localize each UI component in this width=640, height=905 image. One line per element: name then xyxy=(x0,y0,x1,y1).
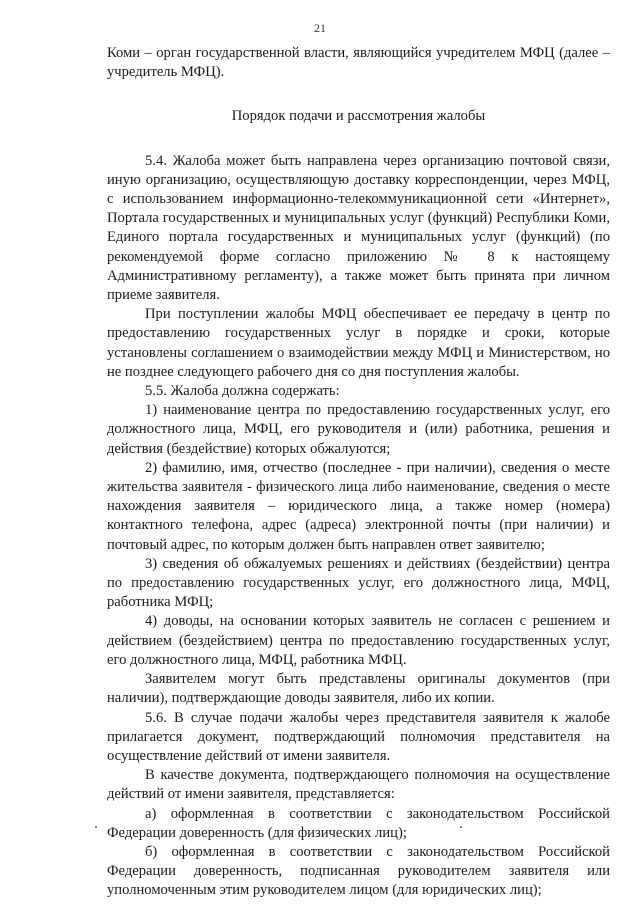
paragraph-5-4: 5.4. Жалоба может быть направлена через организацию почтовой связи, иную организацию, осуществляющую доставку корреспонденции, через МФЦ, с использованием информационно-телекоммуникационной сети «Интернет», Портала государственных и муниципальных услуг (функций) Республики Коми, Единого портала государственных и муниципальных услуг (функций) (по рекомендуемой форме согласно приложению № 8 к настоящему Административному регламенту), а также может быть принята при личном приеме заявителя. xyxy=(107,152,610,304)
intro-paragraph: Коми – орган государственной власти, являющийся учредителем МФЦ (далее – учредитель МФЦ). xyxy=(107,45,610,81)
list-item-2: 2) фамилию, имя, отчество (последнее - при наличии), сведения о месте жительства заявителя - физического лица либо наименование, сведения о месте нахождения заявителя – юридического лица, а также номер (номера) контактного телефона, адрес (адреса) электронной почты (при наличии) и почтовый адрес, по которым должен быть направлен ответ заявителю; xyxy=(107,459,610,553)
paragraph-5-6: 5.6. В случае подачи жалобы через представителя заявителя к жалобе прилагается документ, подтверждающий полномочия представителя на осуществление действий от имени заявителя. xyxy=(107,709,610,764)
list-item-4: 4) доводы, на основании которых заявитель не согласен с решением и действием (бездействием) центра по предоставлению государственных услуг, его должностного лица, МФЦ, работника МФЦ. xyxy=(107,613,610,668)
section-title: Порядок подачи и рассмотрения жалобы xyxy=(231,108,486,125)
list-item-b: б) оформленная в соответствии с законодательством Российской Федерации доверенность, подписанная руководителем заявителя или уполномоченным этим руководителем лицом (для юридических лиц); xyxy=(107,843,610,899)
scan-speck xyxy=(460,826,462,828)
paragraph-authority-doc: В качестве документа, подтверждающего полномочия на осуществление действий от имени заявителя, представляется: xyxy=(107,767,610,803)
list-item-3: 3) сведения об обжалуемых решениях и действиях (бездействии) центра по предоставлению государственных услуг, его должностного лица, МФЦ, работника МФЦ; xyxy=(107,555,610,611)
list-item-a: а) оформленная в соответствии с законодательством Российской Федерации доверенность (для физических лиц); xyxy=(107,805,610,841)
scan-speck xyxy=(95,826,97,828)
page-number: 21 xyxy=(314,21,326,35)
document-body xyxy=(107,44,610,901)
paragraph-mfc-transfer: При поступлении жалобы МФЦ обеспечивает ее передачу в центр по предоставлению государственных услуг в порядке и сроки, которые установлены соглашением о взаимодействии между МФЦ и Министерством, но не позднее следующего рабочего дня со дня поступления жалобы. xyxy=(107,306,610,380)
paragraph-5-5: 5.5. Жалоба должна содержать: xyxy=(145,383,340,400)
paragraph-originals: Заявителем могут быть представлены оригиналы документов (при наличии), подтверждающие доводы заявителя, либо их копии. xyxy=(107,671,610,707)
list-item-1: 1) наименование центра по предоставлению государственных услуг, его должностного лица, МФЦ, его руководителя и (или) работника, решения и действия (бездействие) которых обжалуются; xyxy=(107,402,610,457)
